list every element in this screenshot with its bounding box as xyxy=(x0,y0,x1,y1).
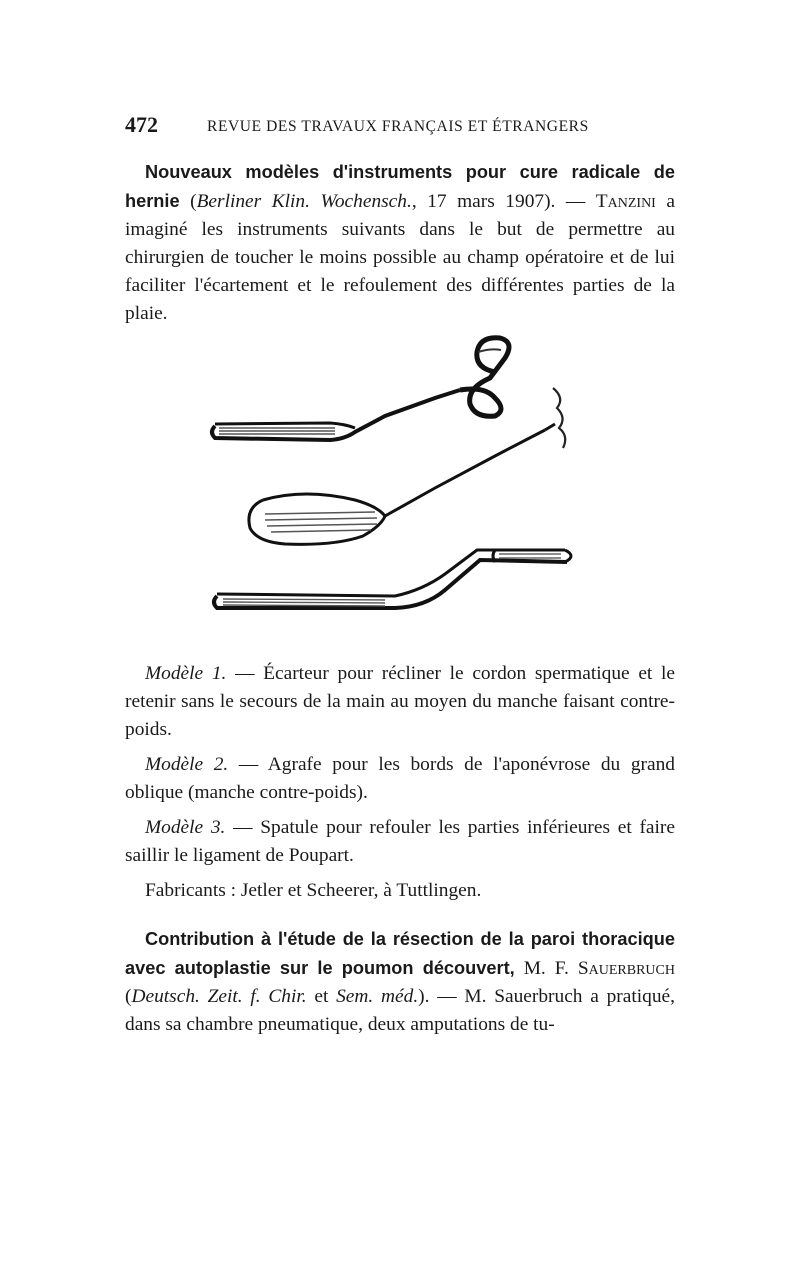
article2-source-open: ( xyxy=(125,986,132,1007)
model-item xyxy=(125,660,675,744)
article2-author: M. F. Sauerbruch xyxy=(514,958,675,979)
article1-author: Tanzini xyxy=(595,191,656,212)
model-text: — Écarteur pour récliner le cordon spermatique et le retenir sans le secours de la main au moyen du manche faisant contre-poids. xyxy=(125,663,675,740)
instrument-1 xyxy=(212,338,509,440)
article1-source: Berliner Klin. Wochensch. xyxy=(196,191,412,212)
model-label: Modèle 3. xyxy=(145,817,226,838)
article2-title: Contribution à l'étude de la résection de la paroi thoracique avec autoplastie sur le poumon découvert, xyxy=(125,929,675,978)
instrument-2 xyxy=(249,388,565,544)
instruments-figure xyxy=(195,328,615,618)
article2-paragraph xyxy=(125,925,675,1039)
article1-intro: a imaginé les instruments suivants dans le but de permettre au chirurgien de toucher le moins possible au champ opératoire et de lui faciliter l'écartement et le refoulement des différentes parties de la plaie. xyxy=(125,191,675,324)
article2-body: ). — M. Sauerbruch a pratiqué, dans sa chambre pneumatique, deux amputations de tu- xyxy=(125,986,675,1035)
article1-title: Nouveaux modèles d'instruments pour cure radicale de hernie xyxy=(125,162,675,211)
page-header xyxy=(125,112,685,142)
article2-and: et xyxy=(306,986,337,1007)
manufacturers: Fabricants : Jetler et Scheerer, à Tuttlingen. xyxy=(145,880,482,901)
model-label: Modèle 1. xyxy=(145,663,227,684)
model-item xyxy=(125,751,675,807)
article1-paragraph xyxy=(125,158,675,328)
model-item xyxy=(125,814,675,870)
model-text: — Agrafe pour les bords de l'aponévrose du grand oblique (manche contre-poids). xyxy=(125,754,675,803)
instruments-illustration xyxy=(195,328,615,618)
model-label: Modèle 2. xyxy=(145,754,229,775)
running-head: REVUE DES TRAVAUX FRANÇAIS ET ÉTRANGERS xyxy=(207,118,589,135)
instrument-3 xyxy=(214,550,571,608)
article1-source-open: ( xyxy=(190,191,197,212)
model-text: — Spatule pour refouler les parties inférieures et faire saillir le ligament de Poupart. xyxy=(125,817,675,866)
article1-date: , 17 mars 1907). — xyxy=(411,191,596,212)
article2-source2: Sem. méd. xyxy=(336,986,419,1007)
article2-source: Deutsch. Zeit. f. Chir. xyxy=(131,986,307,1007)
page-number: 472 xyxy=(125,112,158,137)
models-list xyxy=(125,660,675,912)
